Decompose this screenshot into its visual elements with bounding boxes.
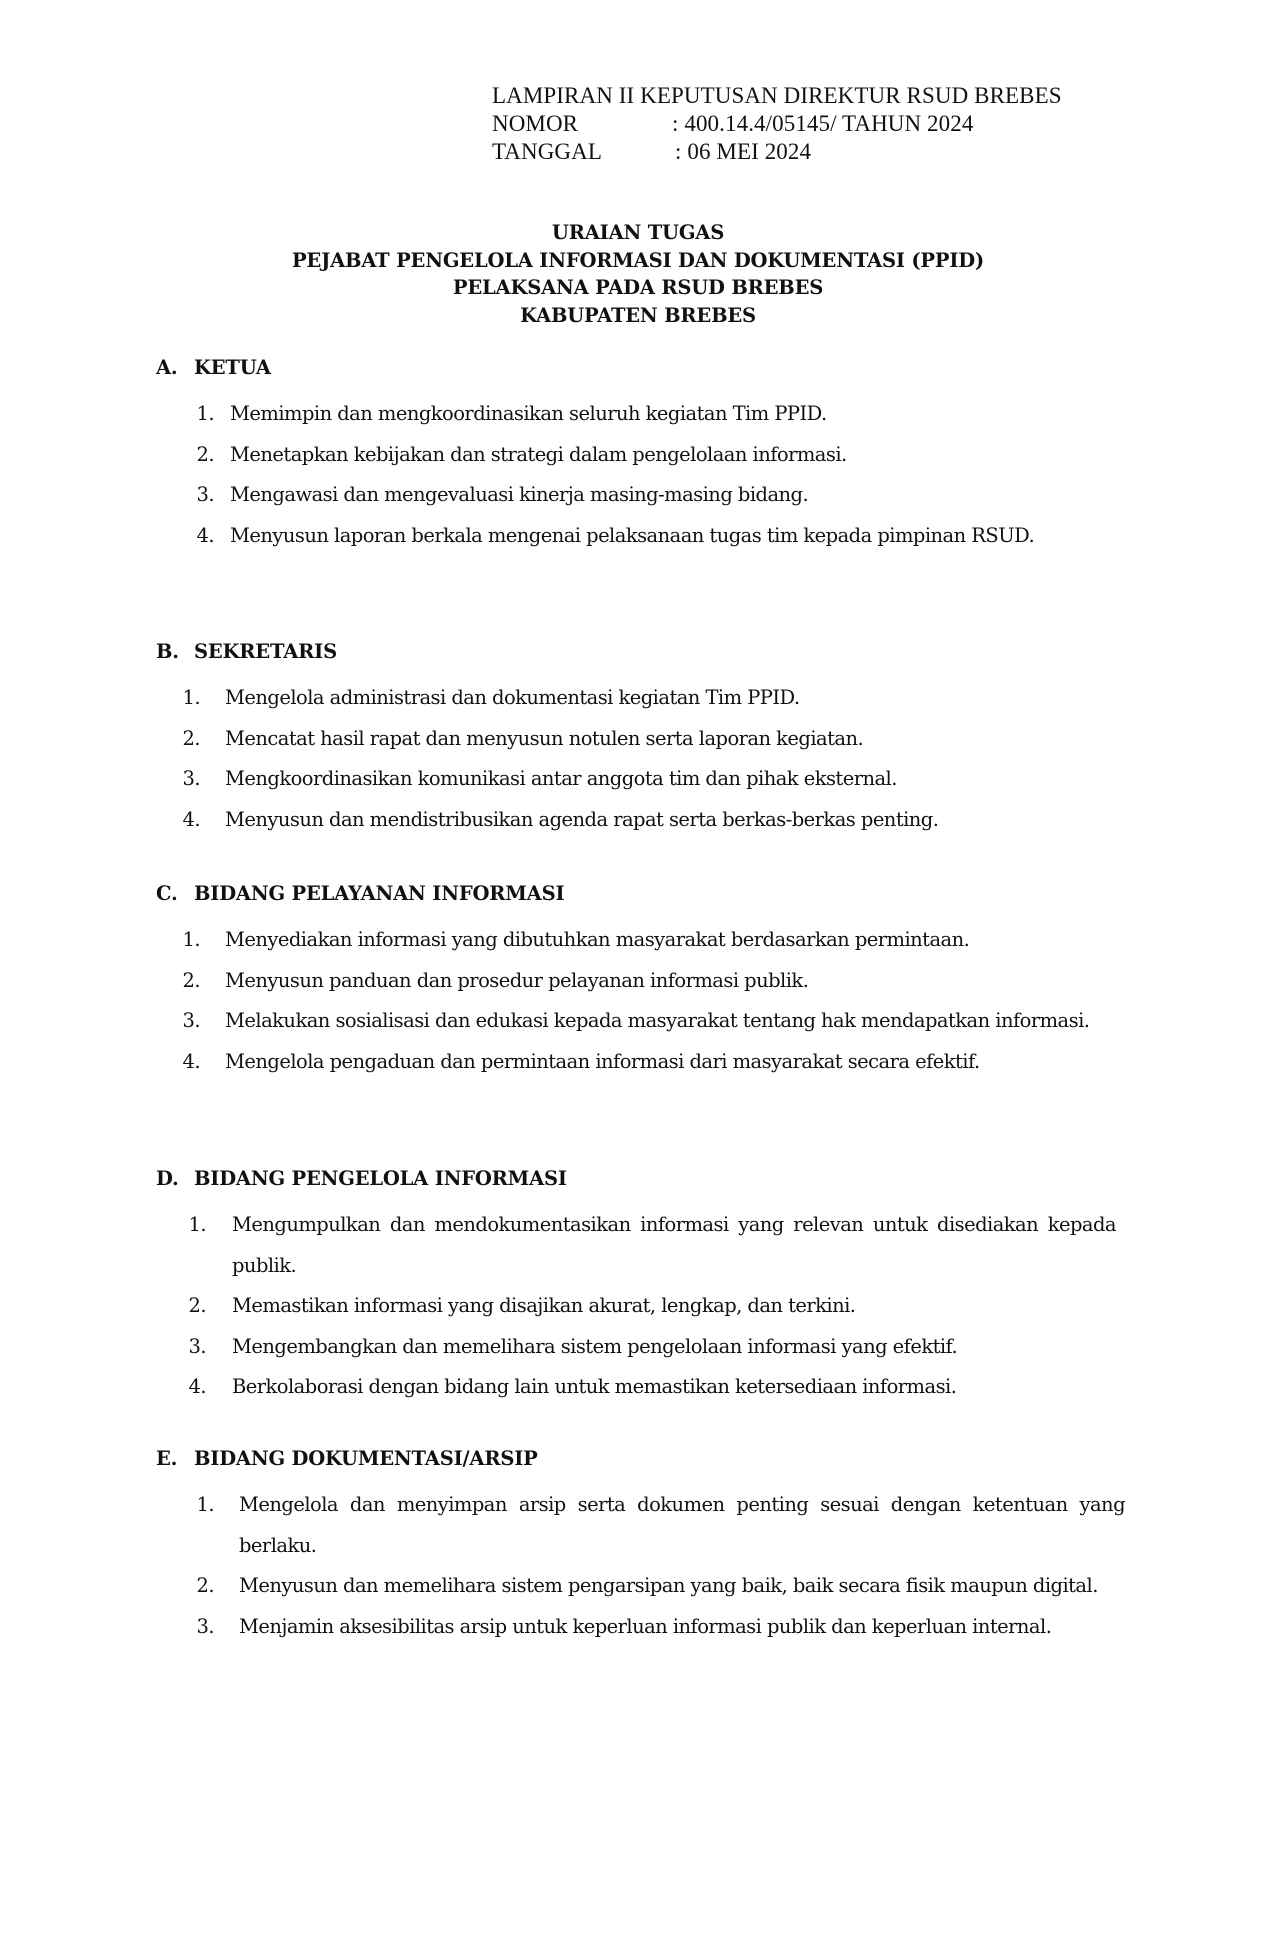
list-item — [156, 435, 1276, 476]
list-item — [156, 1607, 1276, 1648]
item-text: Menyusun panduan dan prosedur pelayanan informasi publik. — [225, 968, 809, 992]
list-item — [156, 1001, 1276, 1042]
list-item — [156, 1327, 1276, 1368]
item-number: 3. — [188, 1334, 206, 1358]
item-text: Mengkoordinasikan komunikasi antar anggota tim dan pihak eksternal. — [225, 767, 897, 790]
item-number: 3. — [196, 483, 214, 506]
document-subtitle: KABUPATEN BREBES — [520, 303, 756, 327]
item-text: Mengawasi dan mengevaluasi kinerja masing-masing bidang. — [230, 483, 809, 506]
nomor-label: NOMOR — [492, 111, 579, 136]
item-number: 3. — [182, 767, 200, 790]
item-text: Mengelola administrasi dan dokumentasi kegiatan Tim PPID. — [225, 686, 800, 709]
section-heading — [156, 1167, 1276, 1191]
list-item — [156, 800, 1276, 841]
section-heading — [156, 640, 1276, 664]
list-item — [156, 1367, 1276, 1408]
item-number: 4. — [188, 1375, 206, 1398]
list-item — [156, 1566, 1276, 1607]
tanggal-row — [492, 138, 1062, 166]
item-number: 2. — [196, 442, 214, 466]
document-subtitle: PELAKSANA PADA RSUD BREBES — [452, 276, 824, 299]
list-item — [156, 1205, 1276, 1286]
item-number: 2. — [182, 968, 200, 992]
lampiran-title-row — [492, 82, 1062, 110]
section-letter: B. — [156, 640, 179, 663]
item-number: 3. — [182, 1009, 200, 1032]
section-list — [156, 1205, 1276, 1408]
section-letter: E. — [156, 1447, 178, 1470]
item-text: Mengembangkan dan memelihara sistem pengelolaan informasi yang efektif. — [232, 1334, 958, 1358]
tanggal-label: TANGGAL — [492, 139, 603, 164]
tanggal-value: : 06 MEI 2024 — [675, 139, 812, 164]
section-letter: C. — [156, 882, 178, 905]
list-item — [156, 516, 1276, 557]
item-text: Mengelola pengaduan dan permintaan informasi dari masyarakat secara efektif. — [225, 1049, 980, 1073]
list-item — [156, 719, 1276, 760]
list-item — [156, 759, 1276, 800]
section-list — [156, 394, 1276, 556]
section-sekretaris — [156, 640, 1276, 840]
lampiran-header — [492, 82, 1062, 166]
lampiran-title: LAMPIRAN II KEPUTUSAN DIREKTUR RSUD BREBES — [492, 83, 1062, 108]
item-text: Menyusun dan mendistribusikan agenda rapat serta berkas-berkas penting. — [225, 807, 939, 831]
section-title: BIDANG PENGELOLA INFORMASI — [194, 1167, 567, 1190]
list-item — [156, 1042, 1276, 1083]
list-item — [156, 394, 1276, 435]
item-text: Mengelola dan menyimpan arsip serta dokumen penting sesuai dengan ketentuan yang berlaku. — [239, 1493, 1125, 1557]
section-title: KETUA — [194, 356, 271, 379]
document-subtitle: PEJABAT PENGELOLA INFORMASI DAN DOKUMENTASI (PPID) — [291, 248, 985, 272]
item-number: 2. — [182, 726, 200, 750]
list-item — [156, 1485, 1276, 1566]
item-text: Menyusun laporan berkala mengenai pelaksanaan tugas tim kepada pimpinan RSUD. — [230, 523, 1035, 547]
item-number: 2. — [188, 1294, 206, 1317]
item-text: Melakukan sosialisasi dan edukasi kepada masyarakat tentang hak mendapatkan informasi. — [225, 1009, 1090, 1032]
list-item — [156, 678, 1276, 719]
item-text: Mengumpulkan dan mendokumentasikan informasi yang relevan untuk disediakan kepada publik. — [232, 1213, 1116, 1277]
section-list — [156, 678, 1276, 840]
item-number: 1. — [182, 686, 200, 709]
item-number: 1. — [196, 1493, 214, 1516]
section-ketua — [156, 356, 1276, 556]
item-number: 1. — [196, 402, 214, 425]
item-number: 1. — [182, 928, 200, 951]
section-list — [156, 920, 1276, 1082]
section-heading — [156, 882, 1276, 906]
section-title: SEKRETARIS — [194, 640, 337, 663]
section-letter: D. — [156, 1167, 179, 1190]
item-number: 4. — [182, 1049, 200, 1073]
item-number: 4. — [196, 523, 214, 547]
list-item — [156, 1286, 1276, 1327]
item-text: Menyediakan informasi yang dibutuhkan masyarakat berdasarkan permintaan. — [225, 928, 970, 951]
item-text: Menjamin aksesibilitas arsip untuk keperluan informasi publik dan keperluan internal. — [239, 1614, 1052, 1638]
list-item — [156, 920, 1276, 961]
section-heading — [156, 1447, 1276, 1471]
section-heading — [156, 356, 1276, 380]
item-text: Memimpin dan mengkoordinasikan seluruh kegiatan Tim PPID. — [230, 402, 827, 425]
section-title: BIDANG PELAYANAN INFORMASI — [194, 882, 565, 905]
item-text: Mencatat hasil rapat dan menyusun notulen serta laporan kegiatan. — [225, 726, 864, 750]
item-number: 3. — [196, 1614, 214, 1638]
section-bidang-pengelola-informasi — [156, 1167, 1276, 1408]
item-number: 4. — [182, 807, 200, 831]
nomor-row — [492, 110, 1062, 138]
item-number: 2. — [196, 1574, 214, 1597]
item-text: Menetapkan kebijakan dan strategi dalam pengelolaan informasi. — [230, 442, 847, 466]
list-item — [156, 475, 1276, 516]
section-list — [156, 1485, 1276, 1647]
item-number: 1. — [188, 1213, 206, 1236]
item-text: Berkolaborasi dengan bidang lain untuk memastikan ketersediaan informasi. — [232, 1375, 957, 1398]
nomor-value: : 400.14.4/05145/ TAHUN 2024 — [672, 111, 974, 136]
section-title: BIDANG DOKUMENTASI/ARSIP — [194, 1447, 538, 1470]
section-bidang-dokumentasi-arsip — [156, 1447, 1276, 1647]
list-item — [156, 961, 1276, 1002]
document-title: URAIAN TUGAS — [551, 221, 725, 244]
item-text: Memastikan informasi yang disajikan akurat, lengkap, dan terkini. — [232, 1294, 856, 1317]
section-bidang-pelayanan-informasi — [156, 882, 1276, 1082]
section-letter: A. — [156, 356, 178, 379]
item-text: Menyusun dan memelihara sistem pengarsipan yang baik, baik secara fisik maupun digital. — [239, 1574, 1098, 1597]
document-title-block — [0, 219, 1276, 329]
